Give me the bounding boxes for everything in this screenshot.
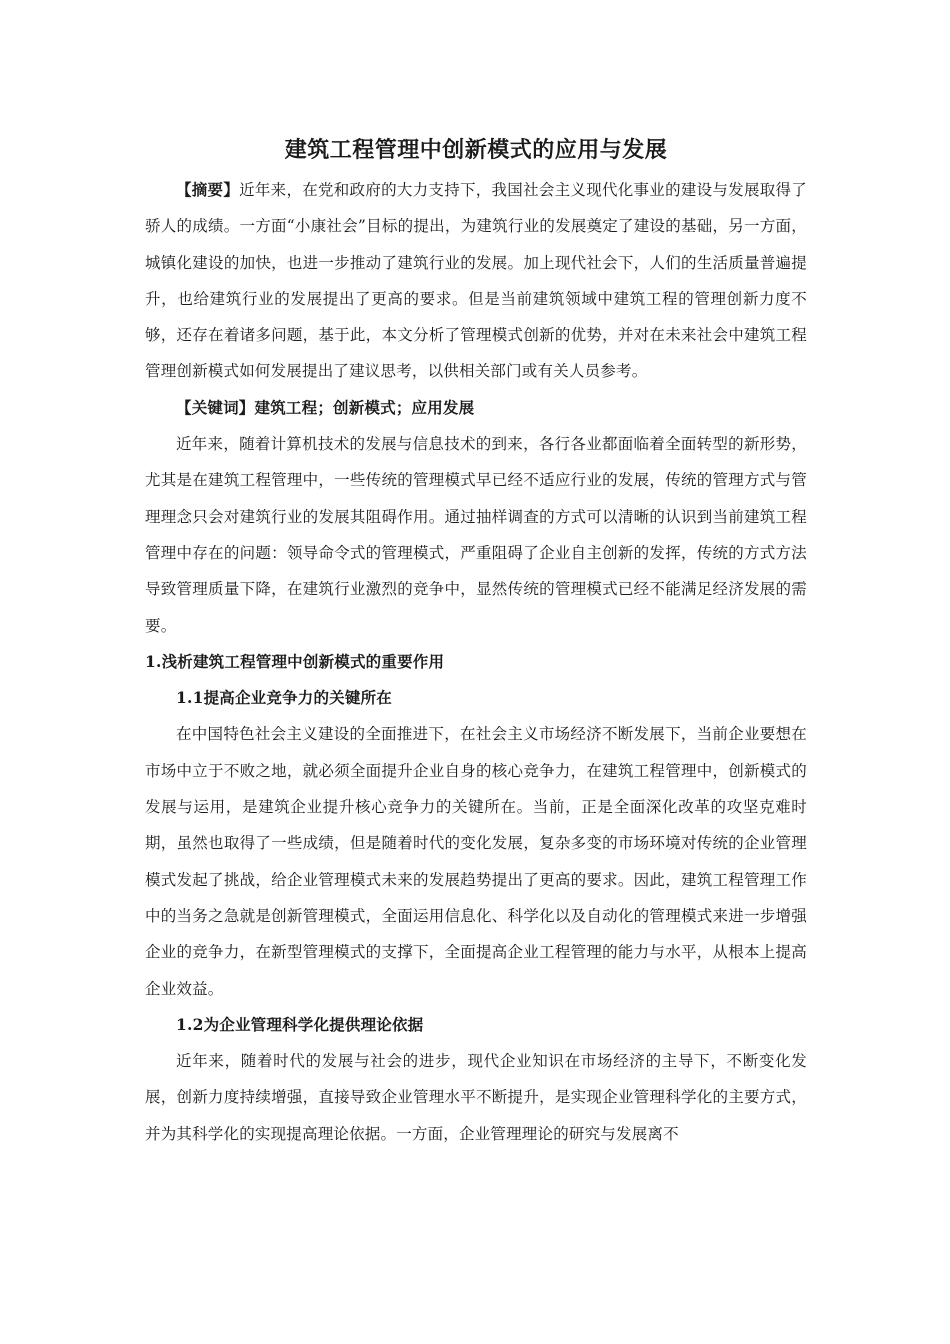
keywords-paragraph — [145, 390, 807, 426]
document-page — [145, 128, 807, 1152]
intro-paragraph: 近年来，随着计算机技术的发展与信息技术的到来，各行各业都面临着全面转型的新形势，尤其是在建筑工程管理中，一些传统的管理模式早已经不适应行业的发展，传统的管理方式与管理理念只会对建筑行业的发展其阻碍作用。通过抽样调查的方式可以清晰的认识到当前建筑工程管理中存在的问题：领导命令式的管理模式，严重阻碍了企业自主创新的发挥，传统的方式方法导致管理质量下降，在建筑行业激烈的竞争中，显然传统的管理模式已经不能满足经济发展的需要。 — [145, 435, 807, 635]
section-1-1-heading: 1.1提高企业竞争力的关键所在 — [176, 688, 392, 708]
keywords-label: 【关键词】 — [176, 397, 255, 417]
keywords-text: 建筑工程；创新模式；应用发展 — [254, 397, 475, 417]
abstract-label: 【摘要】 — [176, 180, 240, 199]
section-1-1-paragraph: 在中国特色社会主义建设的全面推进下，在社会主义市场经济不断发展下，当前企业要想在市场中立于不败之地，就必须全面提升企业自身的核心竞争力，在建筑工程管理中，创新模式的发展与运用，是建筑企业提升核心竞争力的关键所在。当前，正是全面深化改革的攻坚克难时期，虽然也取得了一些成绩，但是随着时代的变化发展，复杂多变的市场环境对传统的企业管理模式发起了挑战，给企业管理模式未来的发展趋势提出了更高的要求。因此，建筑工程管理工作中的当务之急就是创新管理模式，全面运用信息化、科学化以及自动化的管理模式来进一步增强企业的竞争力，在新型管理模式的支撑下，全面提高企业工程管理的能力与水平，从根本上提高企业效益。 — [145, 725, 807, 998]
paper-title: 建筑工程管理中创新模式的应用与发展 — [284, 138, 668, 163]
abstract-paragraph — [145, 172, 807, 390]
section-1-heading: 1.浅析建筑工程管理中创新模式的重要作用 — [145, 651, 445, 671]
section-1-2-paragraph: 近年来，随着时代的发展与社会的进步，现代企业知识在市场经济的主导下，不断变化发展，创新力度持续增强，直接导致企业管理水平不断提升，是实现企业管理科学化的主要方式，并为其科学化的实现提高理论依据。一方面，企业管理理论的研究与发展离不 — [145, 1052, 807, 1143]
section-1-2-heading: 1.2为企业管理科学化提供理论依据 — [176, 1014, 424, 1034]
abstract-text: 近年来，在党和政府的大力支持下，我国社会主义现代化事业的建设与发展取得了骄人的成绩。一方面“小康社会”目标的提出，为建筑行业的发展奠定了建设的基础，另一方面，城镇化建设的加快，也进一步推动了建筑行业的发展。加上现代社会下，人们的生活质量普遍提升，也给建筑行业的发展提出了更高的要求。但是当前建筑领域中建筑工程的管理创新力度不够，还存在着诸多问题，基于此，本文分析了管理模式创新的优势，并对在未来社会中建筑工程管理创新模式如何发展提出了建议思考，以供相关部门或有关人员参考。 — [145, 181, 807, 381]
